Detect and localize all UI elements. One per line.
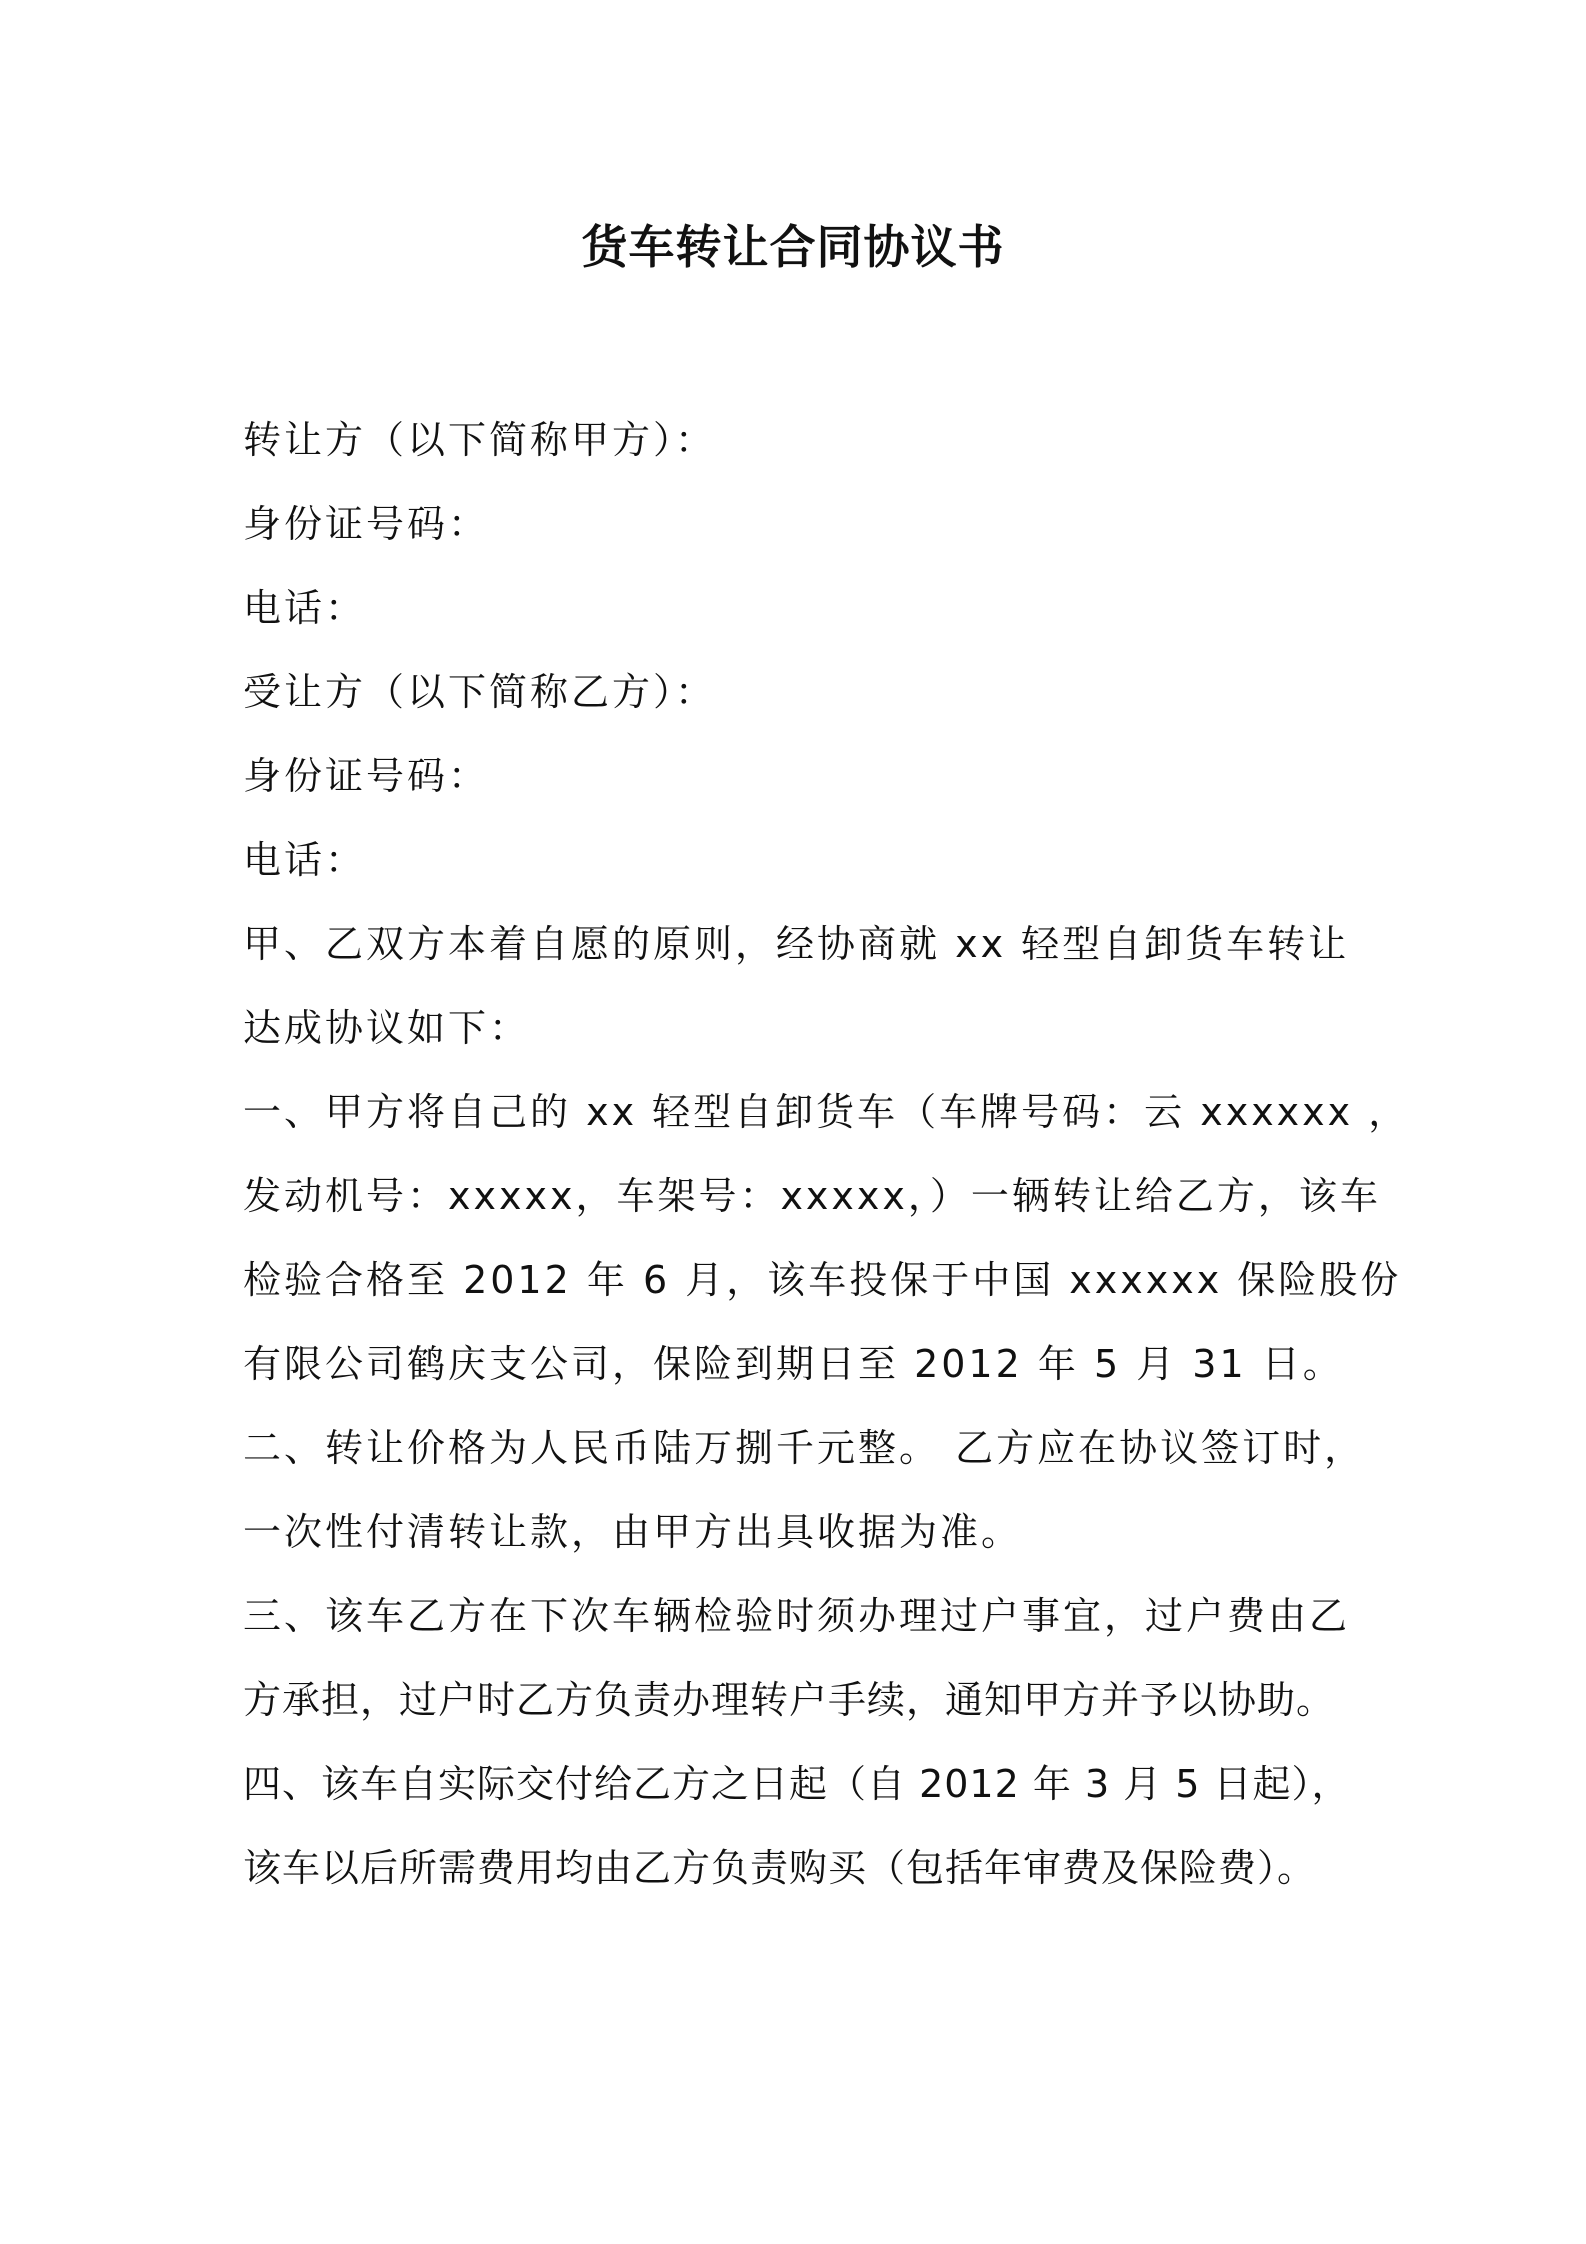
clause-3-line-1: 三、该车乙方在下次车辆检验时须办理过户事宜，过户费由乙 — [243, 1594, 1351, 1638]
clause-2-line-2: 一次性付清转让款，由甲方出具收据为准。 — [243, 1510, 1023, 1554]
transferor-phone-line: 电话： — [243, 586, 367, 630]
clause-4-line-2: 该车以后所需费用均由乙方负责购买（包括年审费及保险费）。 — [243, 1846, 1317, 1890]
clause-3-line-2: 方承担，过户时乙方负责办理转户手续，通知甲方并予以协助。 — [243, 1678, 1336, 1722]
clause-1-line-4: 有限公司鹤庆支公司，保险到期日至 2012 年 5 月 31 日。 — [243, 1342, 1344, 1386]
clause-1-line-3: 检验合格至 2012 年 6 月，该车投保于中国 xxxxxx 保险股份 — [243, 1258, 1402, 1302]
clause-2-line-1: 二、转让价格为人民币陆万捌千元整。 乙方应在协议签订时， — [243, 1426, 1366, 1470]
transferor-line: 转让方（以下简称甲方）： — [243, 418, 717, 462]
clause-4-line-1: 四、该车自实际交付给乙方之日起（自 2012 年 3 月 5 日起）， — [243, 1762, 1351, 1806]
document-body — [243, 398, 1410, 1910]
clause-1-line-2: 发动机号：xxxxx，车架号：xxxxx，）一辆转让给乙方，该车 — [243, 1174, 1381, 1218]
document-title: 货车转让合同协议书 — [581, 220, 1005, 274]
transferor-id-line: 身份证号码： — [243, 502, 490, 546]
intro-line-1: 甲、乙双方本着自愿的原则，经协商就 xx 轻型自卸货车转让 — [243, 922, 1350, 966]
transferee-line: 受让方（以下简称乙方）： — [243, 670, 717, 714]
clause-1-line-1: 一、甲方将自己的 xx 轻型自卸货车（车牌号码：云 xxxxxx ， — [243, 1090, 1410, 1134]
transferee-id-line: 身份证号码： — [243, 754, 490, 798]
transferee-phone-line: 电话： — [243, 838, 367, 882]
intro-line-2: 达成协议如下： — [243, 1006, 531, 1050]
